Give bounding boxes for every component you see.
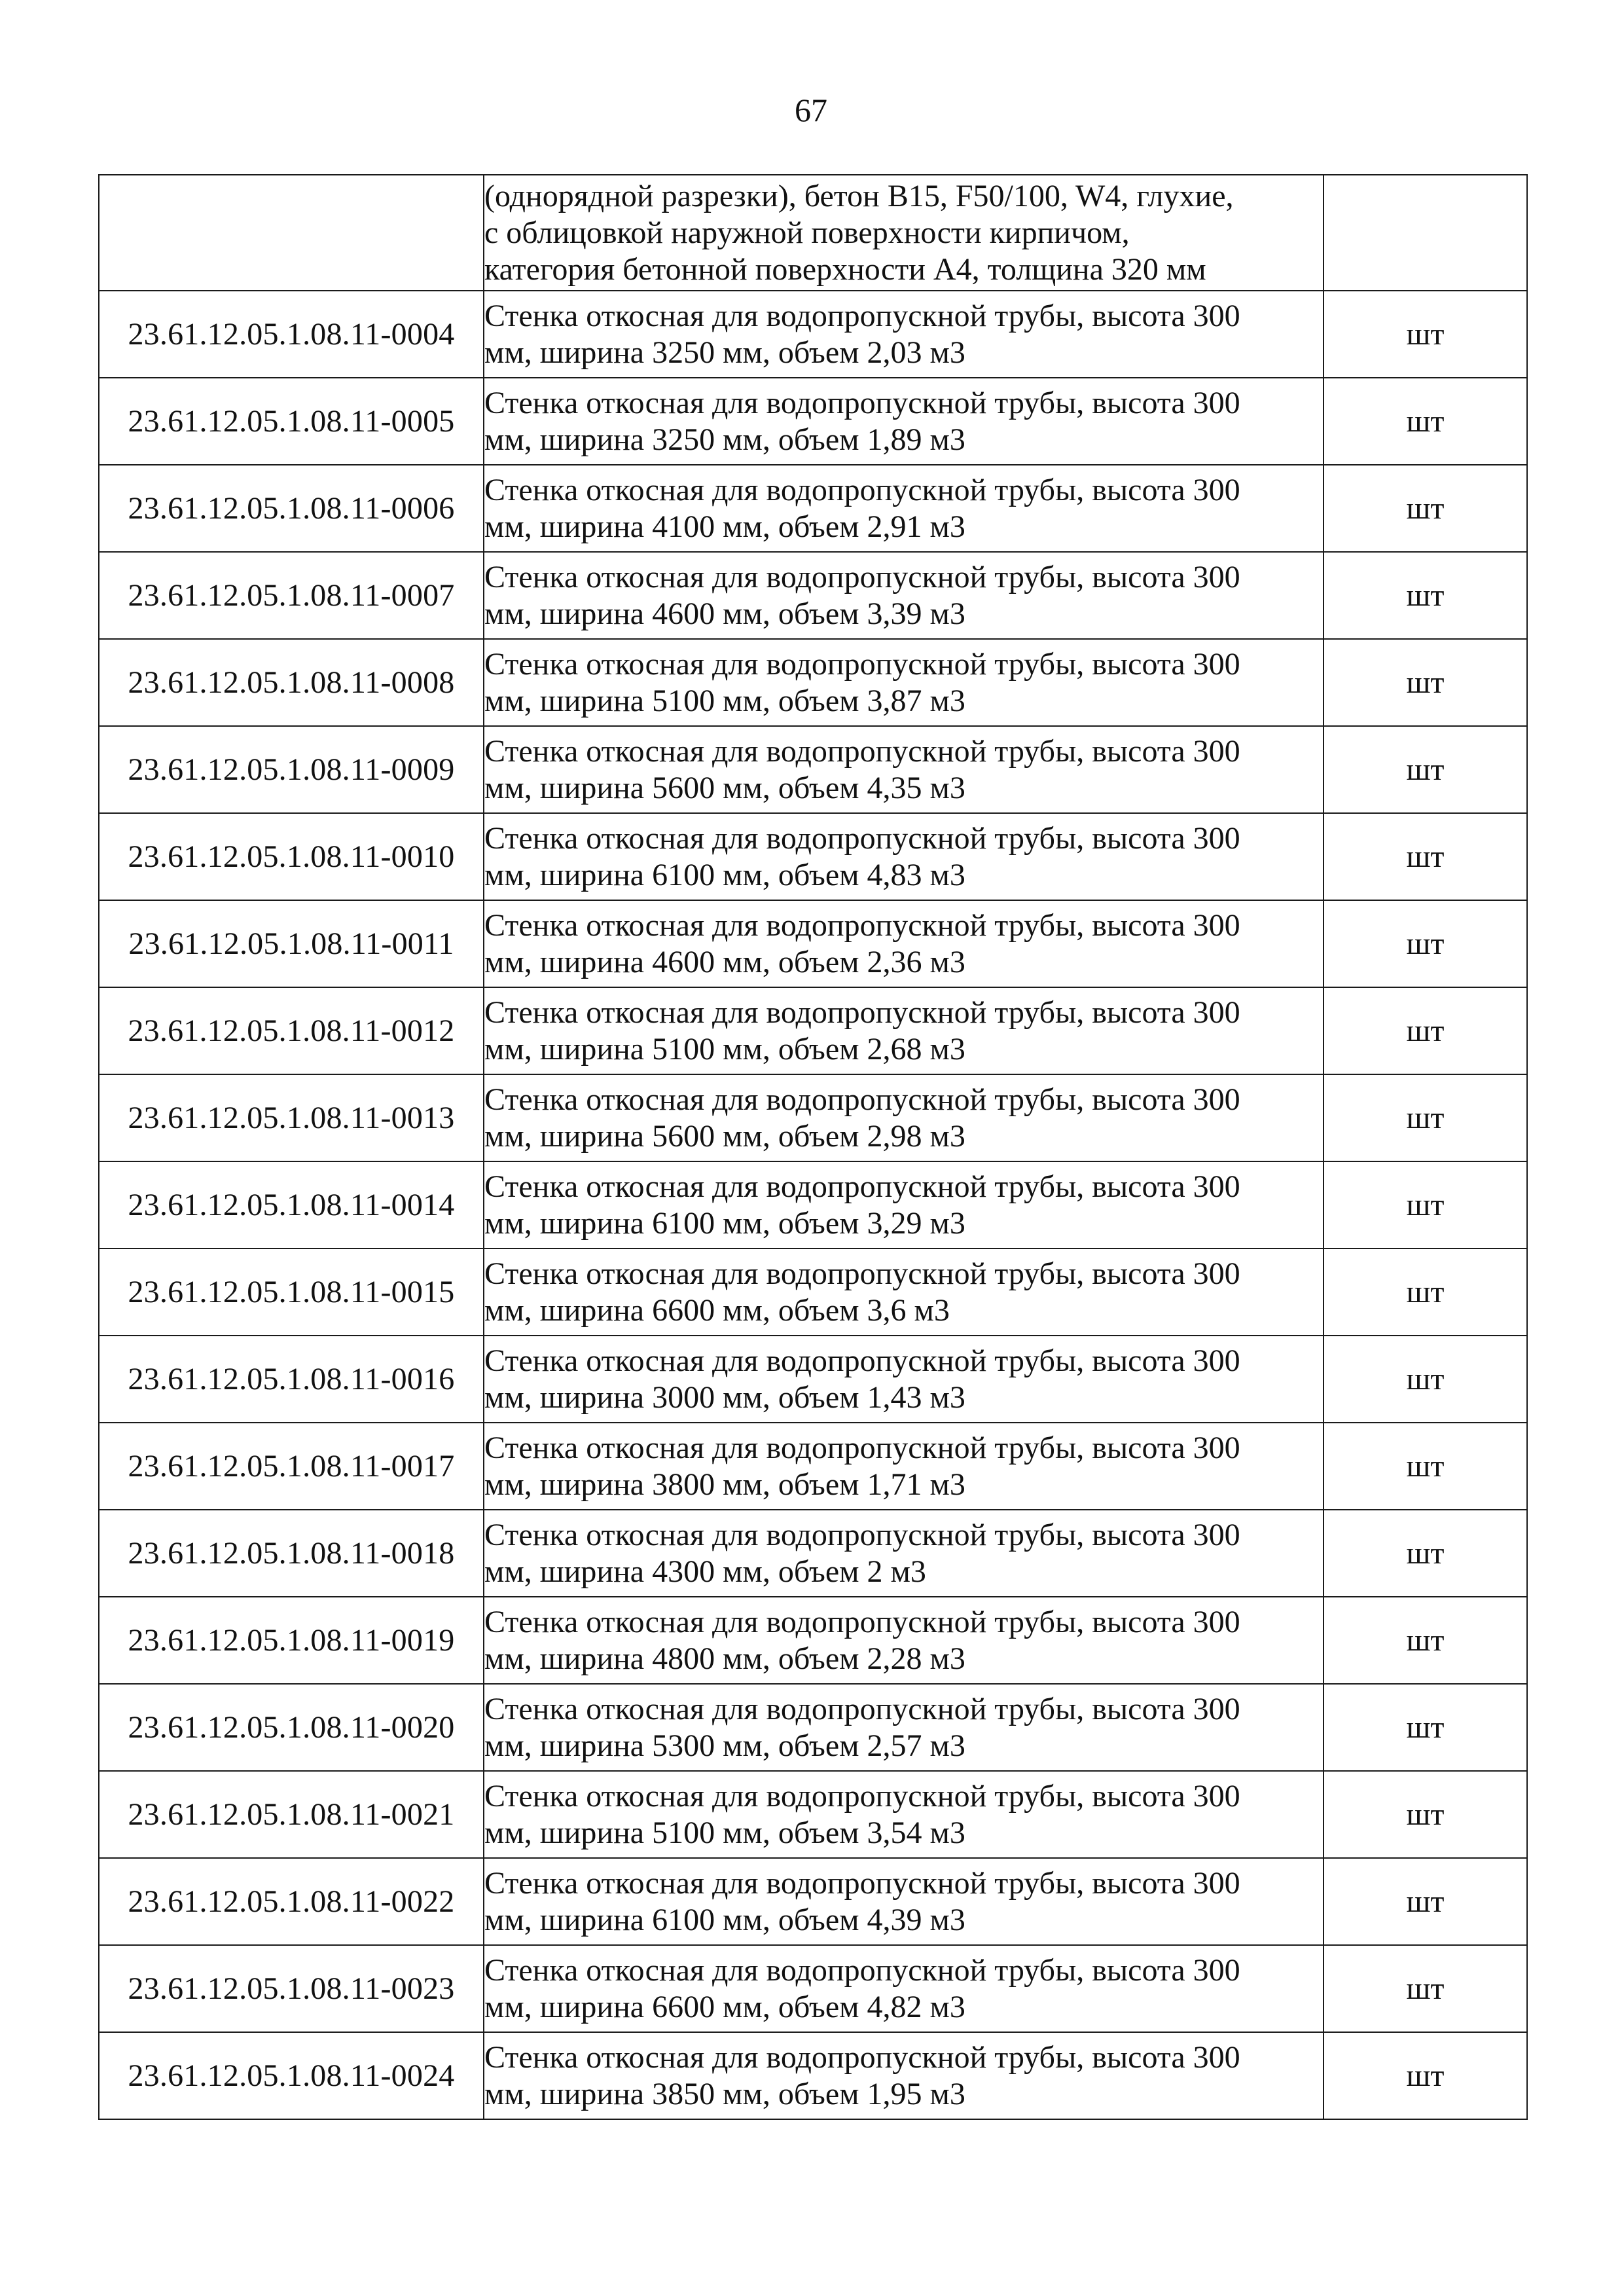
code-cell: 23.61.12.05.1.08.11-0018 (99, 1510, 484, 1597)
table-row (99, 291, 1527, 378)
description-cell (484, 1771, 1324, 1858)
description-cell (484, 639, 1324, 726)
description-cell (484, 900, 1324, 987)
description-line: мм, ширина 4300 мм, объем 2 м3 (484, 1554, 926, 1589)
description-line: Стенка откосная для водопропускной трубы, высота 300 (484, 1082, 1240, 1117)
code-cell: 23.61.12.05.1.08.11-0023 (99, 1945, 484, 2032)
description-line: мм, ширина 5600 мм, объем 4,35 м3 (484, 770, 965, 805)
description-line: мм, ширина 3800 мм, объем 1,71 м3 (484, 1467, 965, 1502)
unit-cell (1324, 175, 1527, 291)
page-number: 67 (795, 92, 827, 128)
description-line: мм, ширина 5300 мм, объем 2,57 м3 (484, 1728, 965, 1763)
unit-cell: шт (1324, 1248, 1527, 1336)
description-line: Стенка откосная для водопропускной трубы, высота 300 (484, 472, 1240, 507)
description-line: мм, ширина 6100 мм, объем 3,29 м3 (484, 1205, 965, 1241)
table-row (99, 1771, 1527, 1858)
description-cell (484, 1423, 1324, 1510)
code-cell: 23.61.12.05.1.08.11-0004 (99, 291, 484, 378)
code-cell: 23.61.12.05.1.08.11-0017 (99, 1423, 484, 1510)
description-cell (484, 465, 1324, 552)
description-line: мм, ширина 6100 мм, объем 4,39 м3 (484, 1902, 965, 1937)
code-cell: 23.61.12.05.1.08.11-0009 (99, 726, 484, 813)
description-cell (484, 175, 1324, 291)
table-row (99, 378, 1527, 465)
table-row (99, 813, 1527, 900)
description-line: мм, ширина 4800 мм, объем 2,28 м3 (484, 1641, 965, 1676)
code-cell: 23.61.12.05.1.08.11-0007 (99, 552, 484, 639)
description-line: Стенка откосная для водопропускной трубы, высота 300 (484, 1604, 1240, 1639)
description-line: мм, ширина 5100 мм, объем 3,54 м3 (484, 1815, 965, 1850)
description-cell (484, 1161, 1324, 1248)
unit-cell: шт (1324, 1684, 1527, 1771)
table-row (99, 900, 1527, 987)
description-line: мм, ширина 6100 мм, объем 4,83 м3 (484, 857, 965, 892)
description-line: Стенка откосная для водопропускной трубы, высота 300 (484, 1691, 1240, 1726)
unit-cell: шт (1324, 1858, 1527, 1945)
table-row (99, 1684, 1527, 1771)
code-cell: 23.61.12.05.1.08.11-0014 (99, 1161, 484, 1248)
description-line: Стенка откосная для водопропускной трубы, высота 300 (484, 2039, 1240, 2075)
unit-cell: шт (1324, 726, 1527, 813)
description-cell (484, 1336, 1324, 1423)
resource-table-body (99, 175, 1527, 2119)
resource-table (98, 174, 1528, 2120)
description-line: Стенка откосная для водопропускной трубы, высота 300 (484, 820, 1240, 856)
unit-cell: шт (1324, 1945, 1527, 2032)
table-row (99, 1597, 1527, 1684)
description-line: Стенка откосная для водопропускной трубы, высота 300 (484, 1169, 1240, 1204)
description-line: с облицовкой наружной поверхности кирпичом, (484, 215, 1130, 250)
description-line: мм, ширина 3250 мм, объем 1,89 м3 (484, 422, 965, 457)
table-row (99, 1423, 1527, 1510)
description-line: Стенка откосная для водопропускной трубы, высота 300 (484, 994, 1240, 1030)
code-cell: 23.61.12.05.1.08.11-0015 (99, 1248, 484, 1336)
description-line: (однорядной разрезки), бетон В15, F50/100, W4, глухие, (484, 178, 1234, 213)
table-row (99, 465, 1527, 552)
description-line: мм, ширина 3850 мм, объем 1,95 м3 (484, 2076, 965, 2111)
unit-cell: шт (1324, 987, 1527, 1074)
unit-cell: шт (1324, 1074, 1527, 1161)
description-cell (484, 1248, 1324, 1336)
code-cell: 23.61.12.05.1.08.11-0006 (99, 465, 484, 552)
table-row (99, 639, 1527, 726)
code-cell: 23.61.12.05.1.08.11-0011 (99, 900, 484, 987)
code-cell: 23.61.12.05.1.08.11-0005 (99, 378, 484, 465)
description-cell (484, 726, 1324, 813)
description-cell (484, 1510, 1324, 1597)
unit-cell: шт (1324, 1510, 1527, 1597)
description-line: Стенка откосная для водопропускной трубы, высота 300 (484, 1343, 1240, 1378)
description-line: мм, ширина 6600 мм, объем 3,6 м3 (484, 1292, 950, 1328)
unit-cell: шт (1324, 291, 1527, 378)
code-cell: 23.61.12.05.1.08.11-0021 (99, 1771, 484, 1858)
unit-cell: шт (1324, 813, 1527, 900)
table-row-continuation (99, 175, 1527, 291)
description-line: мм, ширина 6600 мм, объем 4,82 м3 (484, 1989, 965, 2024)
description-line: мм, ширина 5100 мм, объем 2,68 м3 (484, 1031, 965, 1066)
table-row (99, 2032, 1527, 2119)
unit-cell: шт (1324, 552, 1527, 639)
table-row (99, 1248, 1527, 1336)
unit-cell: шт (1324, 465, 1527, 552)
description-line: мм, ширина 5100 мм, объем 3,87 м3 (484, 683, 965, 718)
unit-cell: шт (1324, 1423, 1527, 1510)
code-cell (99, 175, 484, 291)
unit-cell: шт (1324, 1336, 1527, 1423)
description-line: Стенка откосная для водопропускной трубы, высота 300 (484, 1778, 1240, 1813)
table-row (99, 1945, 1527, 2032)
description-line: Стенка откосная для водопропускной трубы, высота 300 (484, 1517, 1240, 1552)
table-row (99, 1074, 1527, 1161)
description-line: категория бетонной поверхности А4, толщина 320 мм (484, 251, 1206, 287)
description-cell (484, 552, 1324, 639)
description-line: Стенка откосная для водопропускной трубы, высота 300 (484, 733, 1240, 769)
code-cell: 23.61.12.05.1.08.11-0010 (99, 813, 484, 900)
description-line: мм, ширина 4600 мм, объем 2,36 м3 (484, 944, 965, 979)
description-line: мм, ширина 4600 мм, объем 3,39 м3 (484, 596, 965, 631)
code-cell: 23.61.12.05.1.08.11-0016 (99, 1336, 484, 1423)
description-cell (484, 291, 1324, 378)
description-cell (484, 1945, 1324, 2032)
code-cell: 23.61.12.05.1.08.11-0020 (99, 1684, 484, 1771)
description-line: Стенка откосная для водопропускной трубы, высота 300 (484, 907, 1240, 943)
description-line: Стенка откосная для водопропускной трубы, высота 300 (484, 385, 1240, 420)
table-row (99, 552, 1527, 639)
table-row (99, 726, 1527, 813)
description-cell (484, 378, 1324, 465)
description-cell (484, 1684, 1324, 1771)
unit-cell: шт (1324, 1771, 1527, 1858)
unit-cell: шт (1324, 378, 1527, 465)
unit-cell: шт (1324, 2032, 1527, 2119)
code-cell: 23.61.12.05.1.08.11-0019 (99, 1597, 484, 1684)
description-line: Стенка откосная для водопропускной трубы, высота 300 (484, 1952, 1240, 1988)
unit-cell: шт (1324, 900, 1527, 987)
code-cell: 23.61.12.05.1.08.11-0024 (99, 2032, 484, 2119)
description-cell (484, 2032, 1324, 2119)
code-cell: 23.61.12.05.1.08.11-0012 (99, 987, 484, 1074)
description-cell (484, 1074, 1324, 1161)
description-cell (484, 813, 1324, 900)
table-row (99, 1510, 1527, 1597)
description-line: Стенка откосная для водопропускной трубы, высота 300 (484, 1430, 1240, 1465)
description-line: Стенка откосная для водопропускной трубы, высота 300 (484, 1865, 1240, 1901)
unit-cell: шт (1324, 639, 1527, 726)
description-line: мм, ширина 3000 мм, объем 1,43 м3 (484, 1379, 965, 1415)
description-line: Стенка откосная для водопропускной трубы, высота 300 (484, 559, 1240, 594)
table-row (99, 987, 1527, 1074)
code-cell: 23.61.12.05.1.08.11-0008 (99, 639, 484, 726)
unit-cell: шт (1324, 1161, 1527, 1248)
unit-cell: шт (1324, 1597, 1527, 1684)
description-cell (484, 1858, 1324, 1945)
table-row (99, 1858, 1527, 1945)
description-line: Стенка откосная для водопропускной трубы, высота 300 (484, 1256, 1240, 1291)
description-line: Стенка откосная для водопропускной трубы, высота 300 (484, 298, 1240, 333)
table-row (99, 1161, 1527, 1248)
description-line: мм, ширина 4100 мм, объем 2,91 м3 (484, 509, 965, 544)
description-cell (484, 1597, 1324, 1684)
code-cell: 23.61.12.05.1.08.11-0013 (99, 1074, 484, 1161)
table-row (99, 1336, 1527, 1423)
description-line: мм, ширина 3250 мм, объем 2,03 м3 (484, 335, 965, 370)
description-line: Стенка откосная для водопропускной трубы, высота 300 (484, 646, 1240, 682)
code-cell: 23.61.12.05.1.08.11-0022 (99, 1858, 484, 1945)
description-line: мм, ширина 5600 мм, объем 2,98 м3 (484, 1118, 965, 1154)
description-cell (484, 987, 1324, 1074)
